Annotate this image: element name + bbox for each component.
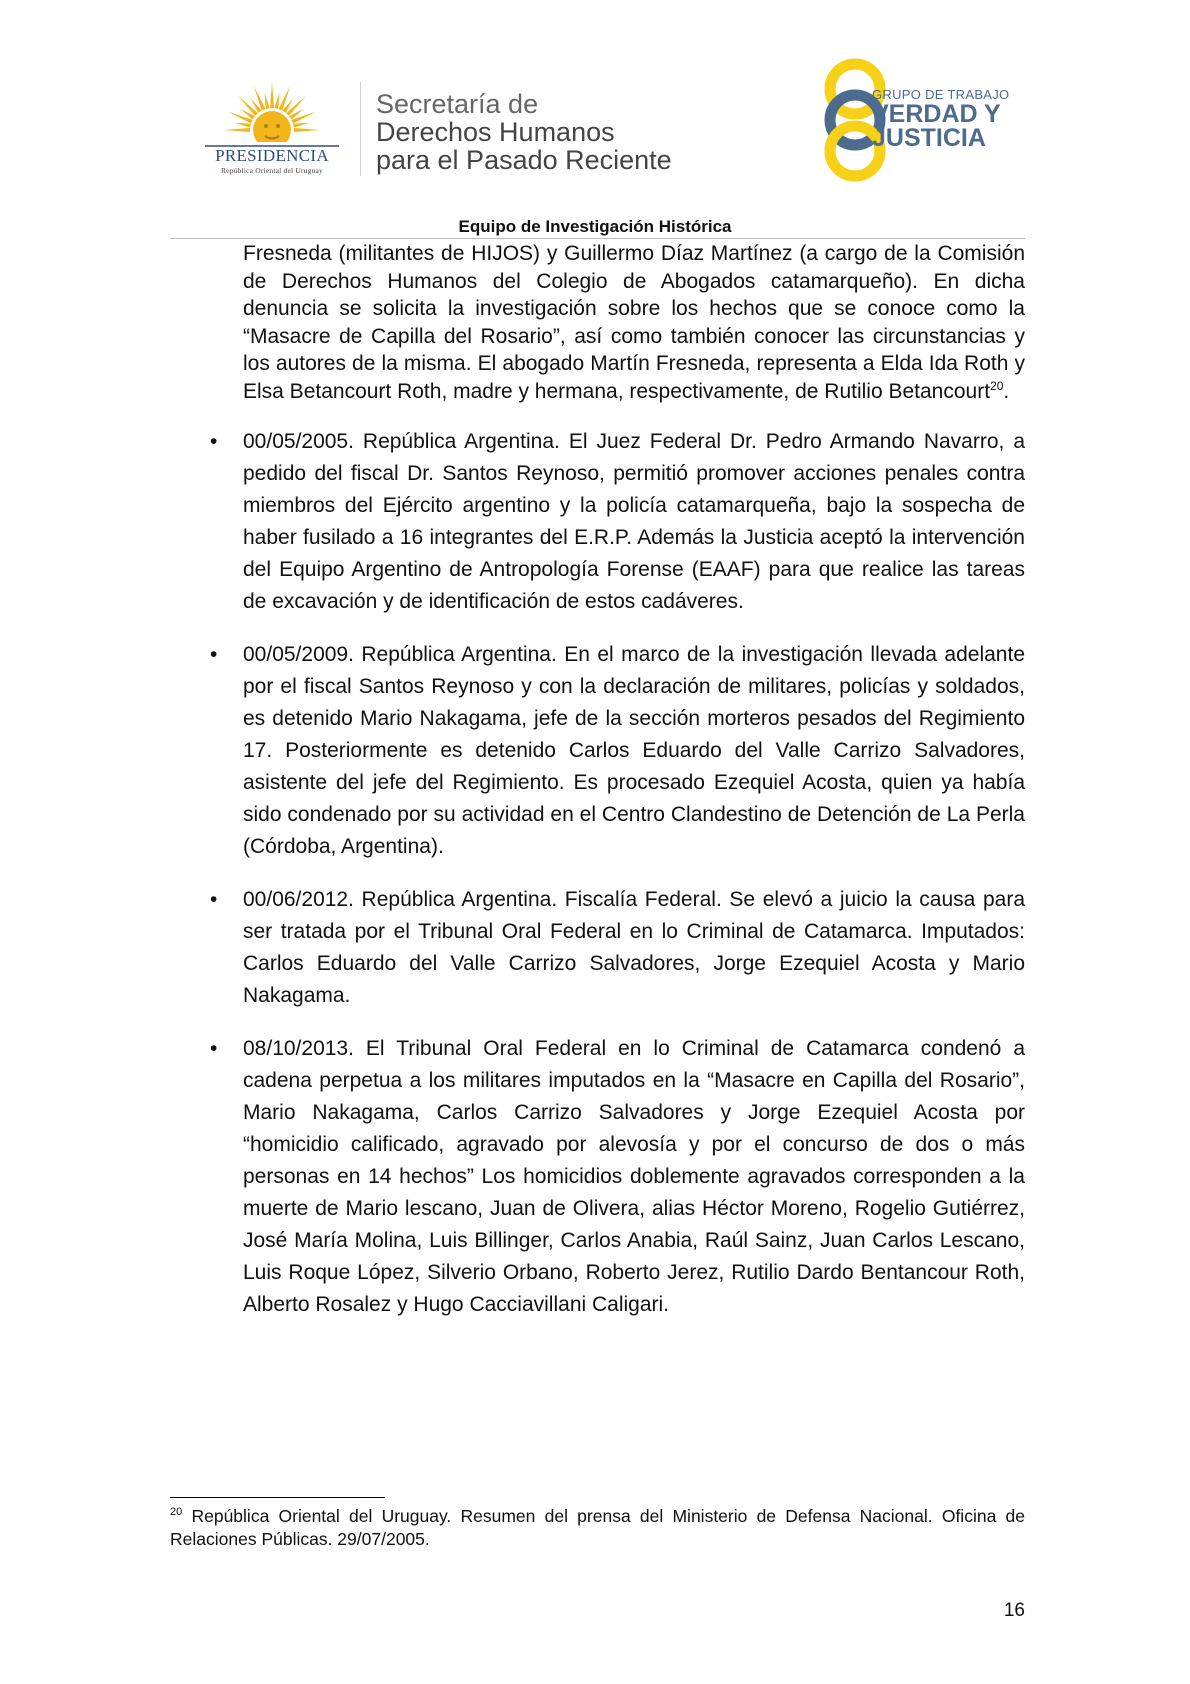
grupo-trabajo-label: GRUPO DE TRABAJO (872, 87, 1010, 102)
sun-icon (197, 78, 347, 148)
sun-ray (294, 128, 320, 132)
sun-ray (265, 93, 270, 109)
justicia-label: JUSTICIA (872, 124, 986, 152)
sun-ray (293, 123, 309, 128)
footnote-ref-link[interactable]: 20 (990, 378, 1004, 393)
footnote (170, 1505, 1025, 1551)
team-heading: Equipo de Investigación Histórica (458, 217, 732, 236)
event-list (243, 426, 1025, 1321)
header-rule (170, 238, 1025, 239)
sun-ray (235, 123, 251, 128)
verdad-justicia-wordmark (872, 102, 1001, 150)
list-item: • 00/06/2012. República Argentina. Fiscalía Federal. Se elevó a juicio la causa para ser tratada por el Tribunal Oral Federal en lo Criminal de Catamarca. Imputados: Carlos Eduardo del Valle Carrizo Salvadores, Jorge Ezequiel Acosta y Mario Nakagama. (243, 884, 1025, 1012)
footnote-number: 20 (170, 1506, 183, 1519)
page-number: 16 (1003, 1600, 1025, 1621)
list-item: • 00/05/2005. República Argentina. El Juez Federal Dr. Pedro Armando Navarro, a pedido del fiscal Dr. Santos Reynoso, permitió promover acciones penales contra miembros del Ejército argentino y la policía catamarqueña, bajo la sospecha de haber fusilado a 16 integrantes del E.R.P. Además la Justicia aceptó la intervención del Equipo Argentino de Antropología Forense (EAAF) para que realice las tareas de excavación y de identificación de estos cadáveres. (243, 426, 1025, 618)
sun-ray (224, 128, 250, 132)
header-divider (360, 82, 361, 176)
continuation-paragraph (243, 240, 1025, 405)
secretaria-line-1: Secretaría de (376, 89, 539, 119)
footnote-text: República Oriental del Uruguay. Resumen del prensa del Ministerio de Defensa Nacional. Oficina de Relaciones Públicas. 29/07/2005. (170, 1506, 1025, 1549)
sun-ray (270, 82, 274, 108)
secretaria-line-2: Derechos Humanos (376, 117, 615, 147)
presidencia-logo (197, 78, 357, 178)
continuation-text: Fresneda (militantes de HIJOS) y Guillermo Díaz Martínez (a cargo de la Comisión de Derechos Humanos del Colegio de Abogados catamarqueño). En dicha denuncia se solicita la investigación sobre los hechos que se conoce como la “Masacre de Capilla del Rosario”, así como también conocer las circunstancias y los autores de la misma. El abogado Martín Fresneda, representa a Elda Ida Roth y Elsa Betancourt Roth, madre y hermana, respectivamente, de Rutilio Betancourt (243, 242, 1025, 403)
continuation-end: . (1003, 379, 1010, 403)
secretaria-line-3: para el Pasado Reciente (376, 145, 672, 175)
presidencia-subtitle: República Oriental del Uruguay (220, 166, 323, 175)
sun-ray (274, 93, 279, 109)
verdad-label: VERDAD Y (872, 100, 1001, 128)
list-item: • 08/10/2013. El Tribunal Oral Federal en lo Criminal de Catamarca condenó a cadena perpetua a los militares imputados en la “Masacre en Capilla del Rosario”, Mario Nakagama, Carlos Carrizo Salvadores y Jorge Ezequiel Acosta por “homicidio calificado, agravado por alevosía y por el concurso de dos o más personas en 14 hechos” Los homicidios doblemente agravados corresponden a la muerte de Mario lescano, Juan de Olivera, alias Héctor Moreno, Rogelio Gutiérrez, José María Molina, Luis Billinger, Carlos Anabia, Raúl Sainz, Juan Carlos Lescano, Luis Roque López, Silverio Orbano, Roberto Jerez, Rutilio Dardo Bentancour Roth, Alberto Rosalez y Hugo Cacciavillani Caligari. (243, 1033, 1025, 1321)
list-item: • 00/05/2009. República Argentina. En el marco de la investigación llevada adelante por el fiscal Santos Reynoso y con la declaración de militares, policías y soldados, es detenido Mario Nakagama, jefe de la sección morteros pesados del Regimiento 17. Posteriormente es detenido Carlos Eduardo del Valle Carrizo Salvadores, asistente del jefe del Regimiento. Es procesado Ezequiel Acosta, quien ya había sido condenado por su actividad en el Centro Clandestino de Detención de La Perla (Córdoba, Argentina). (243, 639, 1025, 863)
main-content (243, 240, 1025, 1342)
footnote-rule (170, 1497, 385, 1498)
presidencia-wordmark: PRESIDENCIA (215, 146, 329, 165)
secretaria-title (376, 90, 672, 174)
